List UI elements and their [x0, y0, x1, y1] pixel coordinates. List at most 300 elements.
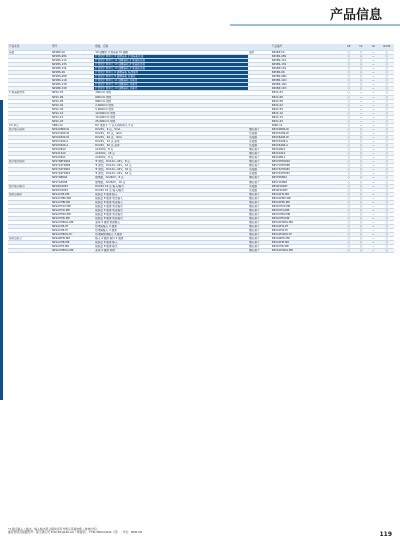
- compliance-cell: ○: [380, 127, 394, 131]
- table-cell: 螺钉端子: [248, 249, 271, 253]
- compliance-cell: ○: [343, 71, 355, 75]
- table-cell: 螺钉端子: [248, 160, 271, 164]
- compliance-cell: ○: [343, 225, 355, 229]
- model-cell: NP1Y08R04: [51, 176, 94, 180]
- compliance-cell: ○: [343, 67, 355, 71]
- compliance-cell: ○: [380, 200, 394, 204]
- table-cell: 连接器: [248, 140, 271, 144]
- table-cell: 螺钉端子: [248, 127, 271, 131]
- compliance-cell: ○: [380, 192, 394, 196]
- compliance-cell: ○: [355, 59, 367, 63]
- compliance-cell: ○: [343, 208, 355, 212]
- compliance-cell: ○: [355, 233, 367, 237]
- table-cell: NP1X0806-W: [271, 127, 343, 131]
- table-cell: NP1BS-11D: [271, 79, 343, 83]
- model-cell: SIND-12: [51, 123, 94, 127]
- compliance-cell: —: [367, 220, 379, 224]
- page-number: 119: [379, 531, 392, 538]
- compliance-cell: ○: [343, 176, 355, 180]
- compliance-cell: —: [367, 188, 379, 192]
- compliance-cell: —: [355, 111, 367, 115]
- compliance-cell: ○: [355, 208, 367, 212]
- compliance-cell: ○: [343, 123, 355, 127]
- compliance-cell: ○: [343, 91, 355, 95]
- compliance-cell: —: [367, 71, 379, 75]
- compliance-cell: ○: [380, 164, 394, 168]
- table-cell: 模拟量 4 通道 输入: [94, 192, 248, 196]
- compliance-cell: —: [355, 103, 367, 107]
- compliance-cell: ○: [343, 216, 355, 220]
- table-cell: 连接器: [248, 144, 271, 148]
- table-cell: NP1C-P6: [271, 95, 343, 99]
- compliance-cell: —: [367, 237, 379, 241]
- table-cell: 10 插槽型 扩展基板 RI 插槽: [94, 51, 248, 55]
- model-cell: NP1AWH6-MR: [51, 237, 94, 241]
- table-cell: 热电偶绝缘输入 4 通道: [94, 233, 248, 237]
- model-cell: NP1BS-11S: [51, 59, 94, 63]
- compliance-cell: ○: [343, 245, 355, 249]
- compliance-cell: ○: [380, 180, 394, 184]
- compliance-cell: —: [367, 152, 379, 156]
- table-cell: DC24V，32 点 高速: [94, 140, 248, 144]
- model-cell: NP1X6406-W: [51, 135, 94, 139]
- model-cell: NP1AYH4V-MR: [51, 204, 94, 208]
- compliance-cell: ○: [343, 148, 355, 152]
- compliance-cell: ○: [355, 51, 367, 55]
- compliance-cell: ○: [343, 99, 355, 103]
- model-cell: NP1BP-10: [51, 51, 94, 55]
- compliance-cell: ○: [343, 83, 355, 87]
- table-cell: NP1Y32T09P1: [271, 168, 343, 172]
- table-cell: AC100V，16 点: [94, 152, 248, 156]
- compliance-cell: ○: [343, 233, 355, 237]
- compliance-cell: ○: [380, 237, 394, 241]
- compliance-cell: ○: [380, 55, 394, 59]
- table-cell: 热电偶输入 4 通道: [94, 229, 248, 233]
- table-cell: 螺钉端子: [248, 208, 271, 212]
- footnotes: [8, 528, 308, 535]
- compliance-cell: —: [367, 200, 379, 204]
- compliance-cell: ○: [343, 249, 355, 253]
- model-cell: NP1X0806-W: [51, 127, 94, 131]
- model-cell: NP1X0811: [51, 156, 94, 160]
- compliance-cell: ○: [355, 135, 367, 139]
- compliance-cell: —: [355, 119, 367, 123]
- table-cell: 螺钉端子: [248, 164, 271, 168]
- page-header: [0, 0, 400, 38]
- compliance-cell: ○: [380, 229, 394, 233]
- table-cell: NP1Y08T0902: [271, 160, 343, 164]
- table-cell: 连接器: [248, 188, 271, 192]
- compliance-cell: ○: [343, 75, 355, 79]
- table-cell: 输入 4 通道 输出 2 通道: [94, 237, 248, 241]
- compliance-cell: —: [367, 245, 379, 249]
- table-cell: DC24V，64 点，4mA: [94, 135, 248, 139]
- compliance-cell: —: [355, 107, 367, 111]
- table-cell: 800mm 电缆: [94, 99, 248, 103]
- compliance-cell: ○: [380, 160, 394, 164]
- table-cell: 螺钉端子: [248, 200, 271, 204]
- compliance-cell: ○: [343, 95, 355, 99]
- compliance-cell: —: [355, 99, 367, 103]
- table-cell: 扩展型扩展单元 13 插槽基板 扩展基板连接: [94, 63, 248, 67]
- compliance-cell: ○: [380, 83, 394, 87]
- compliance-cell: ○: [355, 180, 367, 184]
- compliance-cell: ○: [343, 152, 355, 156]
- compliance-cell: —: [367, 119, 379, 123]
- compliance-cell: ○: [380, 123, 394, 127]
- model-cell: NP1X3206-A: [51, 140, 94, 144]
- header-cell: CE: [343, 44, 355, 51]
- model-cell: NP1AXH4DG-TC: [51, 233, 94, 237]
- compliance-cell: —: [367, 127, 379, 131]
- compliance-cell: ○: [355, 204, 367, 208]
- category-cell: 模拟量混合: [8, 237, 51, 241]
- table-cell: 扩展型扩展单元 13 插槽基板 扩展基板连接: [94, 67, 248, 71]
- category-cell: 数字输出模块: [8, 160, 51, 164]
- model-cell: NP1AXH4-PT: [51, 225, 94, 229]
- model-cell: NP1BS-11D: [51, 79, 94, 83]
- model-cell: NP1X6406-A: [51, 144, 94, 148]
- compliance-cell: —: [367, 87, 379, 91]
- table-cell: NP1BP-10: [271, 51, 343, 55]
- compliance-cell: —: [367, 135, 379, 139]
- compliance-cell: ○: [380, 71, 394, 75]
- model-cell: NP1AYH8-MR: [51, 245, 94, 249]
- table-cell: 螺钉端子: [248, 148, 271, 152]
- table-cell: NP1X0810: [271, 148, 343, 152]
- compliance-cell: —: [367, 140, 379, 144]
- compliance-cell: ○: [355, 237, 367, 241]
- compliance-cell: —: [367, 59, 379, 63]
- header-cell: 规格、名称: [94, 44, 248, 51]
- compliance-cell: ○: [355, 148, 367, 152]
- compliance-cell: ○: [380, 131, 394, 135]
- model-cell: NP1AYH8I-MR: [51, 216, 94, 220]
- compliance-cell: ○: [355, 144, 367, 148]
- compliance-cell: —: [367, 79, 379, 83]
- compliance-cell: ○: [380, 140, 394, 144]
- compliance-cell: ○: [343, 135, 355, 139]
- model-cell: NP1AXH8-MR: [51, 241, 94, 245]
- compliance-cell: ○: [343, 79, 355, 83]
- table-cell: 螺钉端子: [248, 176, 271, 180]
- category-cell: I/O 单元: [8, 123, 51, 127]
- compliance-cell: ○: [380, 79, 394, 83]
- table-cell: Tr 源型，DC12V~24V，32 点: [94, 168, 248, 172]
- compliance-cell: ○: [355, 249, 367, 253]
- table-cell: NP1AXH8-MR: [271, 241, 343, 245]
- compliance-cell: —: [367, 131, 379, 135]
- compliance-cell: —: [367, 241, 379, 245]
- compliance-cell: ○: [380, 212, 394, 216]
- footnote-line: *1 数字输入 / 输出、输入输出混合模块需另外购买连接电缆（单独出售）。: [8, 527, 101, 531]
- compliance-cell: ○: [380, 152, 394, 156]
- table-cell: 模拟量 4 通道 电压输出: [94, 204, 248, 208]
- compliance-cell: ○: [343, 168, 355, 172]
- compliance-cell: ○: [380, 91, 394, 95]
- compliance-cell: ○: [380, 156, 394, 160]
- table-cell: NP1Y64T09P1: [271, 172, 343, 176]
- compliance-cell: ○: [355, 176, 367, 180]
- table-cell: NP1AYH4I-MR: [271, 208, 343, 212]
- table-cell: NP1C-P3: [271, 91, 343, 95]
- compliance-cell: ○: [343, 127, 355, 131]
- compliance-cell: ○: [355, 245, 367, 249]
- table-cell: NP1Y08R04: [271, 176, 343, 180]
- compliance-cell: —: [367, 212, 379, 216]
- compliance-cell: —: [367, 67, 379, 71]
- table-cell: NP1X6406-A: [271, 144, 343, 148]
- table-cell: 5,000mm 电缆: [94, 107, 248, 111]
- model-cell: NP1C-P8: [51, 99, 94, 103]
- model-cell: NP1X0810: [51, 148, 94, 152]
- table-cell: Tr 源型，DC12V~24V，8 点: [94, 160, 248, 164]
- category-cell: [8, 249, 51, 253]
- compliance-cell: ○: [355, 131, 367, 135]
- compliance-cell: ○: [343, 59, 355, 63]
- table-cell: 600mm 电缆: [94, 95, 248, 99]
- table-cell: 25,000mm 电缆: [94, 119, 248, 123]
- table-cell: 300mm 电缆: [94, 91, 248, 95]
- compliance-cell: ○: [343, 200, 355, 204]
- table-cell: 螺钉端子: [248, 241, 271, 245]
- compliance-cell: ○: [380, 111, 394, 115]
- compliance-cell: ○: [343, 87, 355, 91]
- table-cell: DC24V 16 点 输入/输出: [94, 184, 248, 188]
- compliance-cell: ○: [355, 63, 367, 67]
- compliance-cell: —: [367, 123, 379, 127]
- model-cell: NP1Y32T09P1: [51, 168, 94, 172]
- table-cell: NP1BS-11S: [271, 59, 343, 63]
- compliance-cell: ○: [380, 51, 394, 55]
- compliance-cell: ○: [380, 87, 394, 91]
- table-cell: 扩展型扩展单元 6 插槽基板 标准插件: [94, 71, 248, 75]
- compliance-cell: —: [367, 229, 379, 233]
- model-cell: NP1C-P3: [51, 91, 94, 95]
- compliance-cell: ○: [355, 152, 367, 156]
- table-cell: NP1BS-08S: [271, 55, 343, 59]
- table-cell: NP1BP-13D: [271, 87, 343, 91]
- table-cell: NP1BS-08D: [271, 75, 343, 79]
- table-cell: 螺钉端子: [248, 212, 271, 216]
- compliance-cell: ○: [380, 208, 394, 212]
- compliance-cell: ○: [380, 241, 394, 245]
- table-cell: NP1C-02: [271, 103, 343, 107]
- table-cell: 连接器: [248, 172, 271, 176]
- table-cell: Tr 源型，DC12V~24V，64 点: [94, 172, 248, 176]
- compliance-cell: ○: [355, 168, 367, 172]
- footnote-line: 推荐使用连接器型号：富士通公司 FCN-361J040-AU（焊接型）、FCN-360C040-B（罩） · 外壳：NPM-CN: [8, 530, 143, 535]
- table-cell: 模拟量 8 通道 电流输出: [94, 216, 248, 220]
- compliance-cell: —: [367, 156, 379, 160]
- compliance-cell: ○: [343, 241, 355, 245]
- model-cell: NP1BS-08S: [51, 55, 94, 59]
- compliance-cell: ○: [380, 144, 394, 148]
- compliance-cell: ○: [343, 103, 355, 107]
- compliance-cell: ○: [355, 225, 367, 229]
- compliance-cell: —: [367, 144, 379, 148]
- page-title: 产品信息: [329, 8, 382, 23]
- compliance-cell: ○: [355, 87, 367, 91]
- table-cell: 螺钉端子: [248, 245, 271, 249]
- compliance-cell: ○: [343, 131, 355, 135]
- table-cell: NP1AYH4V-MR: [271, 204, 343, 208]
- compliance-cell: ○: [380, 107, 394, 111]
- model-cell: NP1AYH4I-MR: [51, 208, 94, 212]
- model-cell: NP1Y16R08: [51, 180, 94, 184]
- compliance-cell: ○: [355, 140, 367, 144]
- compliance-cell: ○: [355, 79, 367, 83]
- compliance-cell: ○: [355, 188, 367, 192]
- compliance-cell: ○: [355, 196, 367, 200]
- compliance-cell: ○: [343, 184, 355, 188]
- table-cell: 连接器: [248, 168, 271, 172]
- compliance-cell: —: [367, 115, 379, 119]
- table-cell: 扩展型扩展单元 8 插槽基板 双重化: [94, 75, 248, 79]
- table-cell: 模拟量 8 通道 电流输入: [94, 200, 248, 204]
- compliance-cell: ○: [355, 241, 367, 245]
- table-cell: NP1AYH8I-MR: [271, 216, 343, 220]
- table-cell: NP1AXH8I-MR: [271, 200, 343, 204]
- compliance-cell: —: [355, 115, 367, 119]
- compliance-cell: ○: [343, 140, 355, 144]
- table-cell: 模拟量 8 通道 输出: [94, 245, 248, 249]
- table-cell: 螺钉端子: [248, 204, 271, 208]
- compliance-cell: ○: [343, 172, 355, 176]
- table-cell: 螺钉端子: [248, 233, 271, 237]
- compliance-cell: —: [367, 176, 379, 180]
- table-cell: NP1C-10: [271, 111, 343, 115]
- model-cell: NP1C-P6: [51, 95, 94, 99]
- table-row: [8, 249, 394, 253]
- table-cell: NP1AXH4-MR: [271, 192, 343, 196]
- model-cell: NP1C-10: [51, 111, 94, 115]
- table-cell: 高速 4 通道 绝缘输入: [94, 220, 248, 224]
- table-cell: 模拟量 4 通道 电流输出: [94, 208, 248, 212]
- compliance-cell: —: [367, 196, 379, 200]
- compliance-cell: —: [367, 55, 379, 59]
- table-cell: 模拟量 8 通道 输入: [94, 241, 248, 245]
- table-cell: 15,000mm 电缆: [94, 115, 248, 119]
- compliance-cell: ○: [380, 67, 394, 71]
- table-cell: 螺钉端子: [248, 156, 271, 160]
- compliance-cell: —: [367, 103, 379, 107]
- compliance-cell: —: [367, 83, 379, 87]
- compliance-cell: ○: [380, 119, 394, 123]
- compliance-cell: ○: [380, 233, 394, 237]
- compliance-cell: —: [355, 91, 367, 95]
- compliance-cell: —: [367, 180, 379, 184]
- table-cell: AC200V，8 点: [94, 156, 248, 160]
- compliance-cell: ○: [380, 184, 394, 188]
- category-cell: 扩展基础电缆: [8, 91, 51, 95]
- compliance-cell: ○: [343, 115, 355, 119]
- table-cell: 热电阻输入 4 通道: [94, 225, 248, 229]
- model-cell: NP1Y16T09P6: [51, 164, 94, 168]
- table-cell: NP1AXH4DG-MR: [271, 249, 343, 253]
- model-cell: NP1BP-13D: [51, 87, 94, 91]
- compliance-cell: ○: [343, 180, 355, 184]
- compliance-cell: —: [367, 204, 379, 208]
- model-cell: NP1BS-06: [51, 71, 94, 75]
- compliance-cell: —: [367, 51, 379, 55]
- compliance-cell: —: [355, 123, 367, 127]
- compliance-cell: ○: [343, 119, 355, 123]
- model-cell: NP1BS-13S: [51, 63, 94, 67]
- compliance-cell: —: [367, 111, 379, 115]
- compliance-cell: —: [367, 233, 379, 237]
- model-cell: NP1AXH4DG-MR: [51, 249, 94, 253]
- compliance-cell: ○: [355, 192, 367, 196]
- compliance-cell: ○: [343, 144, 355, 148]
- model-cell: NP1Y64T09P1: [51, 172, 94, 176]
- model-cell: NP1Y08T0902: [51, 160, 94, 164]
- compliance-cell: ○: [380, 245, 394, 249]
- compliance-cell: ○: [380, 135, 394, 139]
- table-cell: NP1AXH8V-MR: [271, 196, 343, 200]
- compliance-cell: ○: [343, 229, 355, 233]
- compliance-cell: ○: [343, 51, 355, 55]
- compliance-cell: ○: [380, 59, 394, 63]
- table-cell: 扩展型扩展单元 13 插槽基板 双重化: [94, 87, 248, 91]
- table-cell: 螺钉端子: [248, 237, 271, 241]
- compliance-cell: ○: [380, 103, 394, 107]
- compliance-cell: ○: [355, 127, 367, 131]
- model-cell: NP1AXH4-MR: [51, 192, 94, 196]
- table-cell: 螺钉端子: [248, 229, 271, 233]
- compliance-cell: ○: [343, 160, 355, 164]
- header-cell: UL: [367, 44, 379, 51]
- table-cell: NP1AYH8-MR: [271, 245, 343, 249]
- table-cell: 模拟量 8 通道 电压输入: [94, 196, 248, 200]
- header-cell: RoHS: [380, 44, 394, 51]
- table-cell: NP1AXH4-TC: [271, 229, 343, 233]
- compliance-cell: —: [367, 249, 379, 253]
- compliance-cell: ○: [343, 55, 355, 59]
- table-cell: NP1BS-13S: [271, 63, 343, 67]
- product-table: [8, 44, 394, 253]
- table-cell: SIND-12: [271, 123, 343, 127]
- table-cell: 10,000mm 电缆: [94, 111, 248, 115]
- compliance-cell: ○: [355, 164, 367, 168]
- table-cell: NP1X3206-W: [271, 131, 343, 135]
- compliance-cell: ○: [355, 212, 367, 216]
- compliance-cell: ○: [355, 156, 367, 160]
- table-cell: NP1X0811: [271, 156, 343, 160]
- compliance-cell: ○: [355, 67, 367, 71]
- compliance-cell: ○: [343, 237, 355, 241]
- compliance-cell: ○: [343, 220, 355, 224]
- table-cell: 连接器: [248, 131, 271, 135]
- table-body: [8, 51, 394, 253]
- compliance-cell: ○: [380, 75, 394, 79]
- compliance-cell: —: [367, 216, 379, 220]
- compliance-cell: ○: [343, 156, 355, 160]
- table-cell: NP1C-15: [271, 115, 343, 119]
- compliance-cell: —: [367, 192, 379, 196]
- compliance-cell: ○: [343, 164, 355, 168]
- compliance-cell: ○: [380, 225, 394, 229]
- compliance-cell: —: [367, 225, 379, 229]
- compliance-cell: ○: [355, 75, 367, 79]
- model-cell: NP1X3206-W: [51, 131, 94, 135]
- table-cell: NP1X3206-A: [271, 140, 343, 144]
- compliance-cell: —: [367, 168, 379, 172]
- model-cell: NP1C-25: [51, 119, 94, 123]
- category-cell: 数字输入输出: [8, 184, 51, 188]
- compliance-cell: ○: [355, 83, 367, 87]
